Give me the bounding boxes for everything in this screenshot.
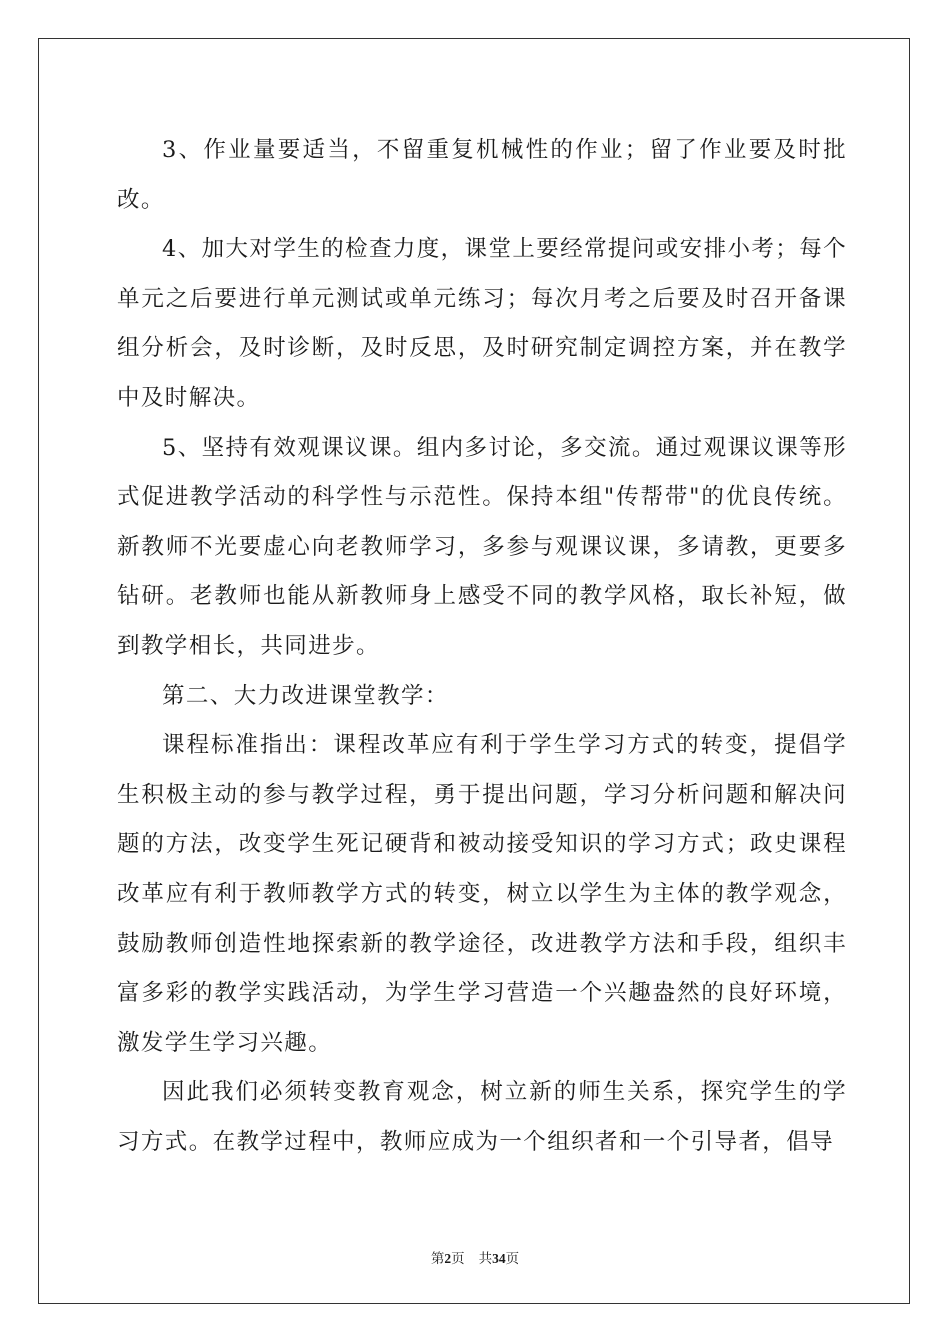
paragraph-item-3: 3、作业量要适当，不留重复机械性的作业；留了作业要及时批改。 xyxy=(117,137,847,213)
page-prefix: 第 xyxy=(430,1251,445,1267)
paragraph-curriculum-standard: 课程标准指出：课程改革应有利于学生学习方式的转变，提倡学生积极主动的参与教学过程，勇于提出问题，学习分析问题和解决问题的方法，改变学生死记硬背和被动接受知识的学习方式；政史课程改革应有利于教师教学方式的转变，树立以学生为主体的教学观念，鼓励教师创造性地探索新的教学途径，改进教学方法和手段，组织丰富多彩的教学实践活动，为学生学习营造一个兴趣盎然的良好环境，激发学生学习兴趣。 xyxy=(117,732,847,1056)
paragraph-item-5: 5、坚持有效观课议课。组内多讨论，多交流。通过观课议课等形式促进教学活动的科学性与示范性。保持本组"传帮带"的优良传统。新教师不光要虚心向老教师学习，多参与观课议课，多请教，更要多钻研。老教师也能从新教师身上感受不同的教学风格，取长补短，做到教学相长，共同进步。 xyxy=(117,434,847,659)
page-suffix: 页 xyxy=(451,1251,465,1267)
total-pages: 34 xyxy=(492,1251,506,1266)
paragraph-item-4: 4、加大对学生的检查力度，课堂上要经常提问或安排小考；每个单元之后要进行单元测试或单元练习；每次月考之后要及时召开备课组分析会，及时诊断，及时反思，及时研究制定调控方案，并在教学中及时解决。 xyxy=(117,236,847,411)
document-body xyxy=(117,126,847,1167)
page-footer xyxy=(0,1247,950,1267)
section-heading: 第二、大力改进课堂教学： xyxy=(162,682,449,709)
paragraph-conclusion: 因此我们必须转变教育观念，树立新的师生关系，探究学生的学习方式。在教学过程中，教师应成为一个组织者和一个引导者，倡导 xyxy=(117,1079,847,1155)
page-number: 2 xyxy=(444,1251,452,1266)
total-suffix: 页 xyxy=(505,1251,520,1267)
total-prefix: 共 xyxy=(478,1251,493,1267)
